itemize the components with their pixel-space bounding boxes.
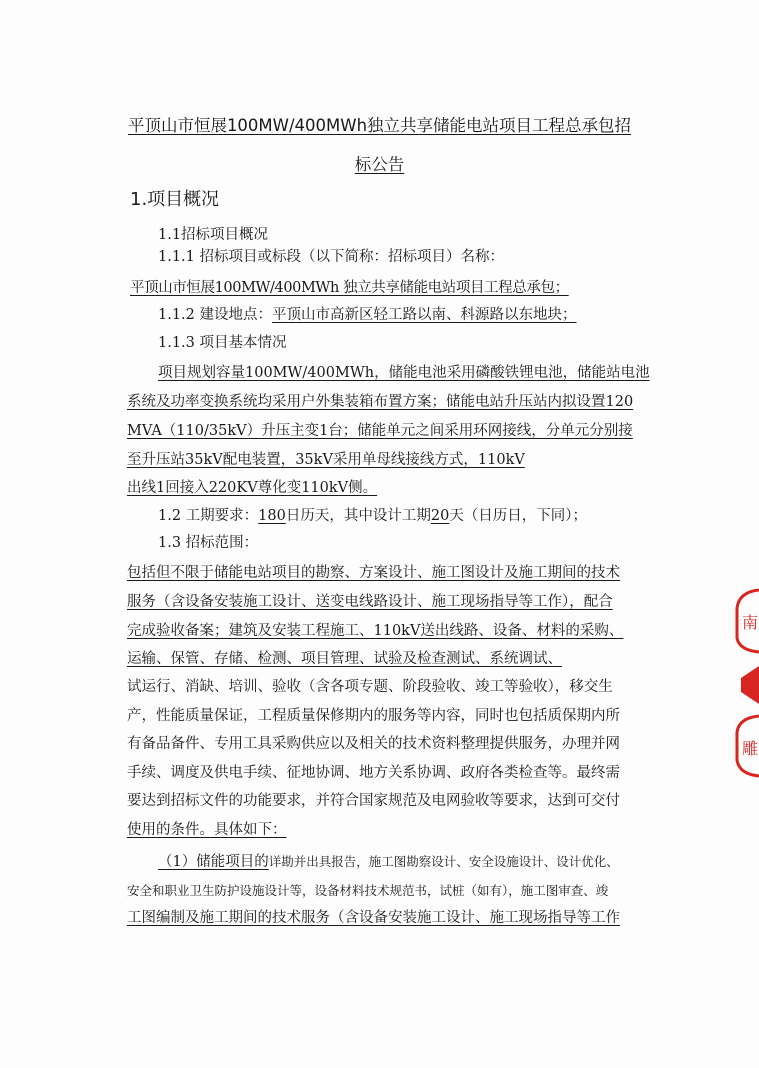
title-line-2: 标公告	[354, 155, 405, 174]
design-days: 20	[430, 508, 450, 524]
basic-info-line-1: 项目规划容量100MW/400MWh，储能电池采用磷酸铁锂电池，储能站电池	[158, 365, 650, 381]
scope-line-9: 要达到招标文件的功能要求，并符合国家规范及电网验收等要求，达到可交付	[127, 793, 620, 809]
scope-line-5: 试运行、消缺、培训、验收（含各项专题、阶段验收、竣工等验收），移交生	[127, 679, 613, 695]
svg-text:雕: 雕	[742, 739, 759, 758]
scope-line-7: 有备品备件、专用工具采购供应以及相关的技术资料整理提供服务，办理并网	[127, 736, 620, 752]
basic-info-line-2: 系统及功率变换系统均采用户外集装箱布置方案；储能电站升压站内拟设置120	[127, 394, 634, 410]
basic-info-line-3: MVA（110/35kV）升压主变1台；储能单元之间采用环网接线，分单元分别接	[127, 423, 633, 439]
seal-stamp-fragment	[733, 588, 759, 778]
scope-line-2: 服务（含设备安装施工设计、送变电线路设计、施工现场指导等工作），配合	[127, 594, 613, 610]
schedule-text: 日历天，其中设计工期	[285, 508, 431, 524]
svg-text:南: 南	[742, 613, 759, 632]
item-1-line-2: 安全和职业卫生防护设施设计等，设备材料技术规范书，试桩（如有），施工图审查、竣	[127, 883, 609, 898]
scope-line-6: 产，性能质量保证，工程质量保修期内的服务等内容，同时也包括质保期内所	[127, 708, 620, 724]
basic-info-line-5: 出线1回接入220KV尊化变110kV侧。	[127, 480, 378, 496]
scope-line-3: 完成验收备案；建筑及安装工程施工、110kV送出线路、设备、材料的采购、	[127, 623, 624, 639]
subsection-1-1: 1.1招标项目概况	[158, 227, 269, 243]
basic-info-line-4: 至升压站35kV配电装置，35kV采用单母线接线方式，110kV	[127, 452, 525, 468]
total-days: 180	[258, 508, 286, 524]
section-heading: 1.项目概况	[130, 189, 220, 210]
item-1-1-3: 1.1.3 项目基本情况	[158, 335, 287, 351]
item-1-line-1	[158, 852, 619, 872]
item-1-1-1-label: 1.1.1 招标项目或标段（以下简称：招标项目）名称：	[158, 249, 505, 265]
item-1-text: 详勘并出具报告，施工图勘察设计、安全设施设计、设计优化、	[268, 854, 619, 869]
item-1-line-3: 工图编制及施工期间的技术服务（含设备安装施工设计、施工现场指导等工作	[127, 910, 620, 926]
project-name: 平顶山市恒展100MW/400MWh 独立共享储能电站项目工程总承包；	[130, 280, 569, 296]
schedule-label: 1.2 工期要求：	[158, 508, 259, 524]
subsection-1-3: 1.3 招标范围：	[158, 535, 259, 551]
scope-line-1: 包括但不限于储能电站项目的勘察、方案设计、施工图设计及施工期间的技术	[127, 565, 620, 581]
schedule-note: 天（日历日，下同）；	[449, 508, 588, 524]
scope-line-4: 运输、保管、存储、检测、项目管理、试验及检查测试、系统调试、	[127, 651, 562, 667]
location-label: 1.1.2 建设地点：	[158, 307, 273, 323]
scope-line-10: 使用的条件。具体如下：	[127, 822, 287, 838]
title-line-1: 平顶山市恒展100MW/400MWh独立共享储能电站项目工程总承包招	[127, 116, 632, 135]
item-1-prefix: （1）储能项目的	[158, 854, 269, 870]
item-1-1-2	[158, 305, 577, 325]
schedule-line	[158, 506, 587, 526]
location-value: 平顶山市高新区轻工路以南、科源路以东地块；	[272, 307, 577, 323]
scope-line-8: 手续、调度及供电手续、征地协调、地方关系协调、政府各类检查等。最终需	[127, 765, 620, 781]
